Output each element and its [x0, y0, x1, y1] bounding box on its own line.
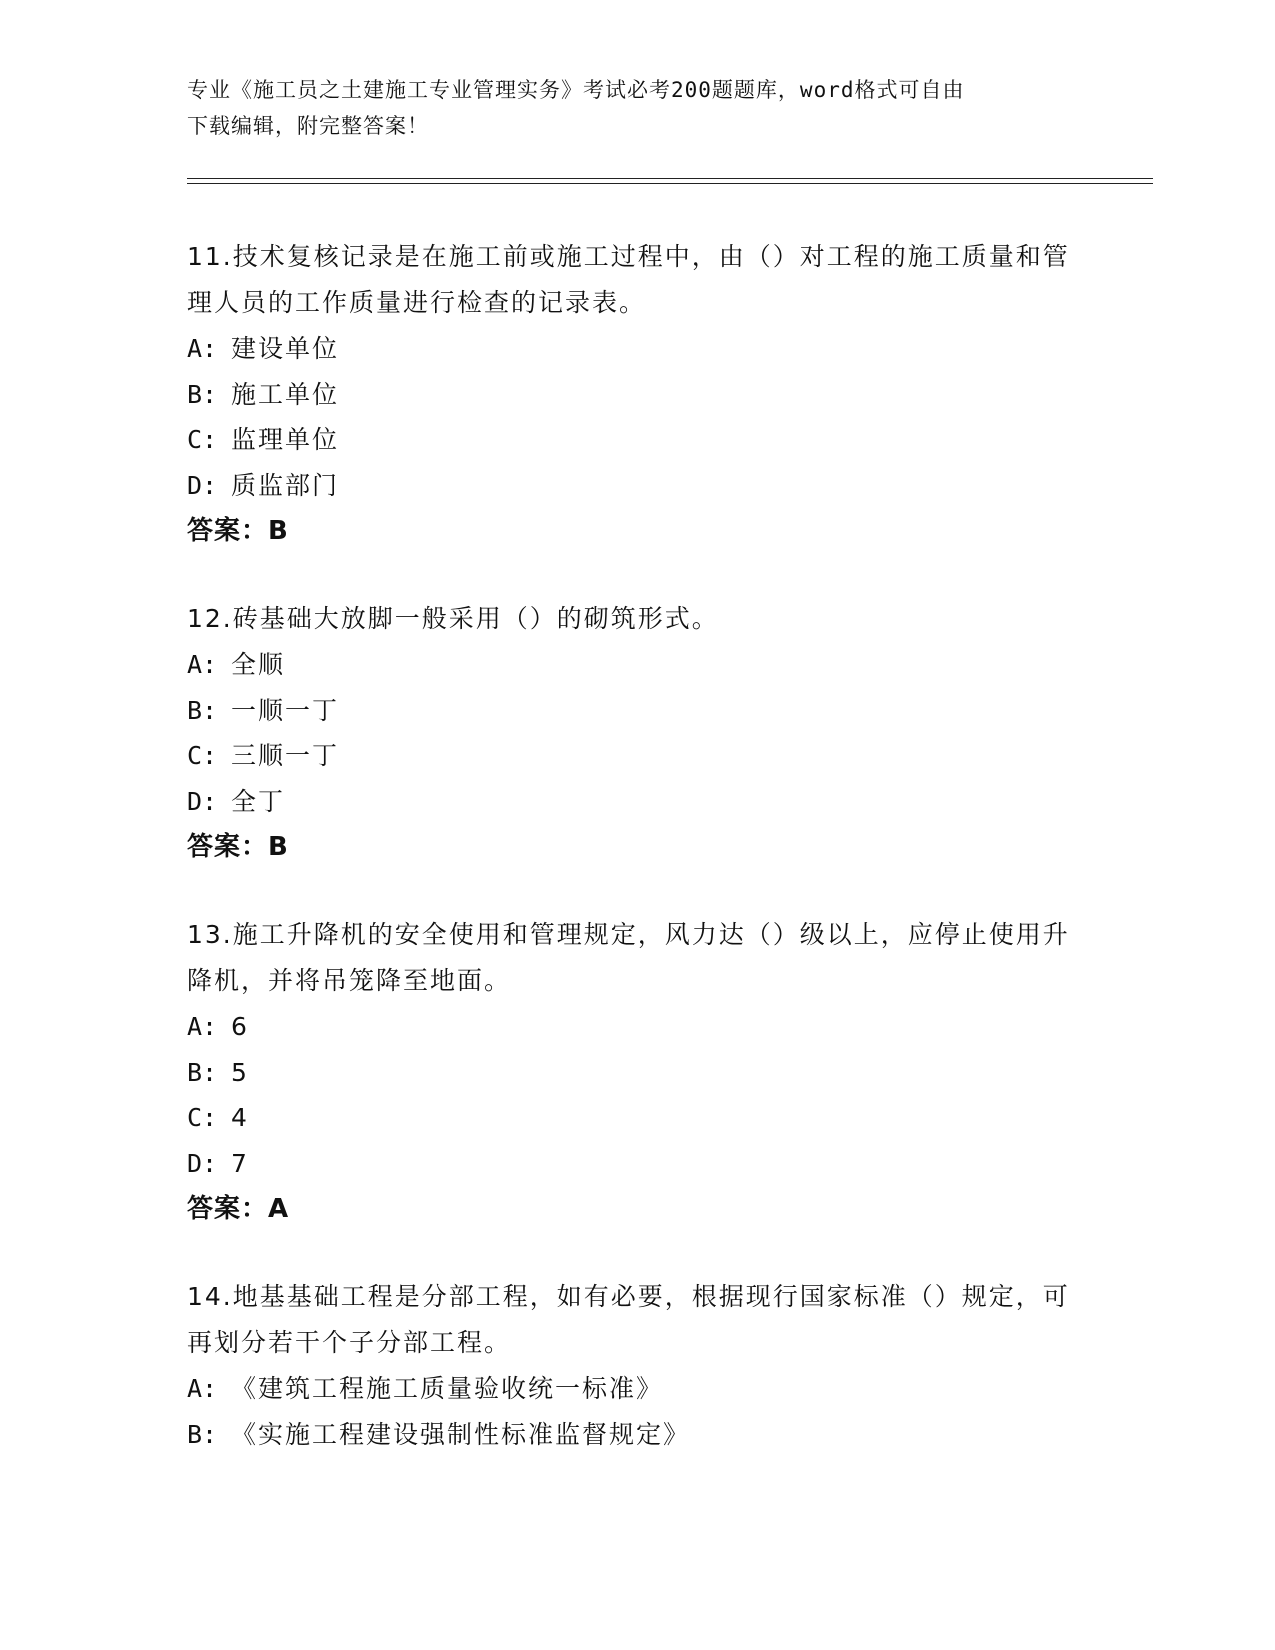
question-14 [187, 1274, 1087, 1457]
option-label: C: [187, 741, 218, 770]
option-label: D: [187, 786, 218, 816]
option-value: 一顺一丁 [231, 695, 340, 725]
option-b [187, 688, 1087, 734]
option-value: 《实施工程建设强制性标准监督规定》 [231, 1419, 691, 1449]
spacer [187, 1232, 1087, 1274]
answer: 答案：A [187, 1194, 290, 1224]
question-text: 11.技术复核记录是在施工前或施工过程中，由（）对工程的施工质量和管理人员的工作质量进行检查的记录表。 [187, 242, 1070, 317]
option-label: D: [187, 470, 218, 500]
option-value: 质监部门 [231, 470, 340, 500]
question-text: 14.地基基础工程是分部工程，如有必要，根据现行国家标准（）规定，可再划分若干个子分部工程。 [187, 1282, 1070, 1357]
option-a [187, 1366, 1087, 1412]
option-b [187, 1050, 1087, 1096]
option-b [187, 1412, 1087, 1458]
option-label: A: [187, 650, 218, 679]
option-label: B: [187, 695, 218, 725]
option-value: 三顺一丁 [231, 741, 340, 770]
option-value: 《建筑工程施工质量验收统一标准》 [231, 1374, 664, 1403]
option-c [187, 1095, 1087, 1141]
option-d [187, 779, 1087, 825]
option-a [187, 642, 1087, 688]
option-value: 5 [231, 1057, 249, 1087]
question-12 [187, 596, 1087, 870]
option-label: B: [187, 379, 218, 409]
document-header [187, 72, 1087, 144]
option-label: B: [187, 1057, 218, 1087]
question-text: 12.砖基础大放脚一般采用（）的砌筑形式。 [187, 604, 719, 633]
header-line-1: 专业《施工员之土建施工专业管理实务》考试必考200题题库，word格式可自由 [187, 78, 965, 102]
answer: 答案：B [187, 832, 289, 862]
header-line-2: 下载编辑，附完整答案！ [187, 114, 429, 138]
option-d [187, 1141, 1087, 1187]
option-label: A: [187, 334, 218, 363]
option-a [187, 1004, 1087, 1050]
option-value: 全顺 [231, 650, 286, 679]
answer: 答案：B [187, 516, 289, 546]
question-list [187, 234, 1087, 1457]
option-value: 4 [231, 1103, 249, 1132]
question-11 [187, 234, 1087, 554]
option-value: 全丁 [231, 786, 286, 816]
option-label: A: [187, 1012, 218, 1041]
option-label: D: [187, 1148, 218, 1178]
option-label: C: [187, 425, 218, 454]
option-value: 监理单位 [231, 425, 340, 454]
option-label: B: [187, 1419, 218, 1449]
option-b [187, 372, 1087, 418]
header-rule-bottom [187, 183, 1153, 184]
spacer [187, 554, 1087, 596]
option-value: 建设单位 [231, 334, 340, 363]
option-value: 施工单位 [231, 379, 340, 409]
option-label: A: [187, 1374, 218, 1403]
option-a [187, 326, 1087, 372]
header-rule-top [187, 178, 1153, 179]
question-text: 13.施工升降机的安全使用和管理规定，风力达（）级以上，应停止使用升降机，并将吊笼降至地面。 [187, 920, 1070, 995]
spacer [187, 870, 1087, 912]
option-c [187, 417, 1087, 463]
option-value: 7 [231, 1148, 249, 1178]
question-13 [187, 912, 1087, 1232]
option-label: C: [187, 1103, 218, 1132]
option-d [187, 463, 1087, 509]
option-c [187, 733, 1087, 779]
option-value: 6 [231, 1012, 249, 1041]
